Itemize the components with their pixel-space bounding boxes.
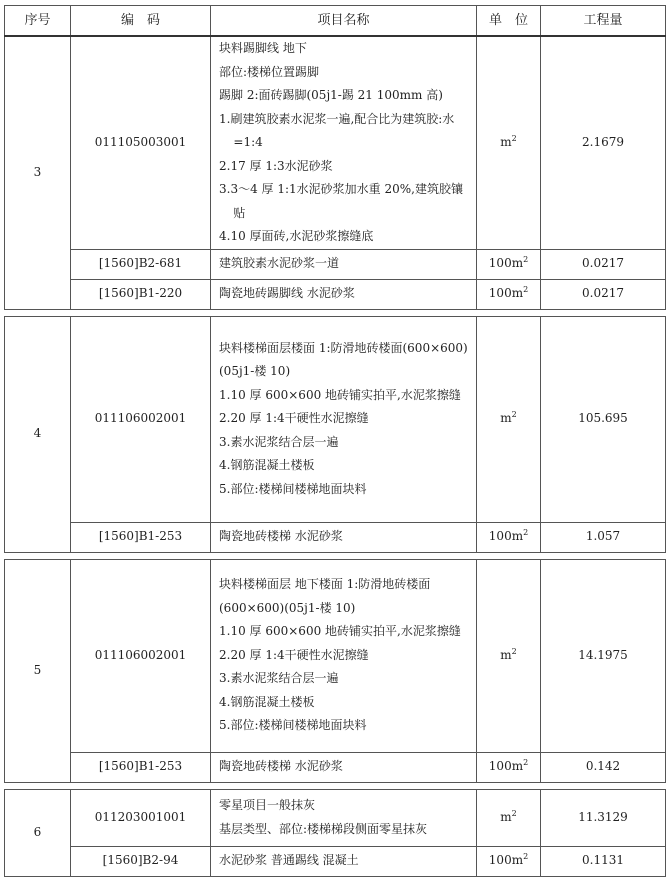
header-name: 项目名称	[211, 6, 477, 37]
item-unit	[477, 316, 541, 522]
header-row	[5, 6, 666, 37]
description-line: 1.10 厚 600×600 地砖铺实拍平,水泥浆擦缝	[219, 624, 461, 639]
unit-base: m	[500, 135, 512, 149]
row-number: 6	[5, 789, 71, 876]
description-line: 4.10 厚面砖,水泥砂浆擦缝底	[219, 229, 374, 243]
description-line: 2.17 厚 1:3水泥砂浆	[219, 158, 333, 173]
table-subrow	[5, 522, 666, 552]
group-separator	[5, 552, 666, 559]
description-line: 2.20 厚 1:4干硬性水泥擦缝	[219, 411, 369, 426]
item-quantity: 14.1975	[541, 559, 666, 752]
item-code: 011105003001	[71, 36, 211, 249]
description-line: 1.刷建筑胶素水泥浆一遍,配合比为建筑胶:水=1:4	[219, 111, 455, 149]
quantity-table	[4, 5, 666, 877]
table-row	[5, 36, 666, 249]
quota-code: [1560]B2-681	[71, 249, 211, 279]
description-line: 4.钢筋混凝土楼板	[219, 458, 315, 473]
table-subrow	[5, 279, 666, 309]
quota-unit	[477, 279, 541, 309]
quota-code: [1560]B1-253	[71, 522, 211, 552]
table-subrow	[5, 752, 666, 782]
unit-base: 100m	[488, 286, 524, 301]
unit-exponent: 2	[523, 758, 529, 768]
description-line: 3.素水泥浆结合层一遍	[219, 434, 339, 449]
item-unit	[477, 559, 541, 752]
quota-quantity: 0.0217	[541, 279, 666, 309]
description-line: 3.3～4 厚 1:1水泥砂浆加水重 20%,建筑胶镶贴	[219, 182, 463, 220]
quota-code: [1560]B2-94	[71, 846, 211, 876]
description-line: 3.素水泥浆结合层一遍	[219, 671, 339, 686]
item-description	[211, 789, 477, 846]
unit-base: m	[500, 411, 512, 426]
description-line: 4.钢筋混凝土楼板	[219, 694, 315, 709]
table-row	[5, 789, 666, 846]
unit-base: 100m	[488, 853, 524, 868]
unit-base: 100m	[488, 529, 524, 544]
quota-code: [1560]B1-220	[71, 279, 211, 309]
quota-name: 水泥砂浆 普通踢线 混凝土	[211, 846, 477, 876]
item-code: 011203001001	[71, 789, 211, 846]
table-subrow	[5, 249, 666, 279]
group-separator	[5, 782, 666, 789]
item-description	[211, 559, 477, 752]
description-line: 部位:楼梯位置踢脚	[219, 64, 320, 79]
description-line: 踢脚 2:面砖踢脚(05j1-踢 21 100mm 高)	[219, 88, 443, 102]
header-no: 序号	[5, 6, 71, 37]
description-line: 2.20 厚 1:4干硬性水泥擦缝	[219, 647, 369, 662]
unit-exponent: 2	[511, 410, 517, 420]
quota-unit	[477, 249, 541, 279]
quota-unit	[477, 522, 541, 552]
item-unit	[477, 36, 541, 249]
quota-quantity: 0.1131	[541, 846, 666, 876]
group-separator	[5, 309, 666, 316]
quota-name: 陶瓷地砖楼梯 水泥砂浆	[211, 752, 477, 782]
item-description	[211, 316, 477, 522]
unit-exponent: 2	[511, 808, 517, 818]
row-number: 5	[5, 559, 71, 782]
unit-exponent: 2	[523, 852, 529, 862]
description-line: 块料楼梯面层楼面 1:防滑地砖楼面(600×600)(05j1-楼 10)	[219, 340, 468, 379]
description-line: 5.部位:楼梯间楼梯地面块料	[219, 481, 367, 496]
table-row	[5, 316, 666, 522]
description-line: 块料楼梯面层 地下楼面 1:防滑地砖楼面(600×600)(05j1-楼 10)	[219, 577, 431, 615]
unit-base: m	[500, 809, 512, 824]
separator-cell	[5, 782, 666, 789]
description-line: 1.10 厚 600×600 地砖铺实拍平,水泥浆擦缝	[219, 387, 461, 402]
quota-quantity: 1.057	[541, 522, 666, 552]
unit-exponent: 2	[523, 285, 529, 295]
unit-exponent: 2	[523, 528, 529, 538]
quota-unit	[477, 846, 541, 876]
description-line: 块料踢脚线 地下	[219, 41, 307, 55]
item-unit	[477, 789, 541, 846]
description-line: 5.部位:楼梯间楼梯地面块料	[219, 718, 367, 733]
header-unit: 单 位	[477, 6, 541, 37]
unit-base: 100m	[488, 759, 524, 774]
quota-name: 建筑胶素水泥砂浆一道	[211, 249, 477, 279]
description-line: 零星项目一般抹灰	[219, 798, 316, 812]
item-quantity: 105.695	[541, 316, 666, 522]
unit-base: m	[500, 647, 512, 662]
item-code: 011106002001	[71, 316, 211, 522]
table-row	[5, 559, 666, 752]
quota-unit	[477, 752, 541, 782]
row-number: 4	[5, 316, 71, 552]
separator-cell	[5, 309, 666, 316]
unit-exponent: 2	[511, 646, 517, 656]
header-qty: 工程量	[541, 6, 666, 37]
header-code: 编 码	[71, 6, 211, 37]
row-number: 3	[5, 36, 71, 309]
quota-name: 陶瓷地砖楼梯 水泥砂浆	[211, 522, 477, 552]
description-line: 基层类型、部位:楼梯梯段侧面零星抹灰	[219, 821, 428, 836]
unit-exponent: 2	[511, 134, 517, 143]
table-body	[5, 36, 666, 876]
item-quantity: 2.1679	[541, 36, 666, 249]
quota-code: [1560]B1-253	[71, 752, 211, 782]
quota-quantity: 0.142	[541, 752, 666, 782]
unit-exponent: 2	[523, 255, 529, 265]
quota-quantity: 0.0217	[541, 249, 666, 279]
quota-name: 陶瓷地砖踢脚线 水泥砂浆	[211, 279, 477, 309]
unit-base: 100m	[488, 256, 524, 271]
item-description	[211, 36, 477, 249]
separator-cell	[5, 552, 666, 559]
table-subrow	[5, 846, 666, 876]
item-quantity: 11.3129	[541, 789, 666, 846]
item-code: 011106002001	[71, 559, 211, 752]
